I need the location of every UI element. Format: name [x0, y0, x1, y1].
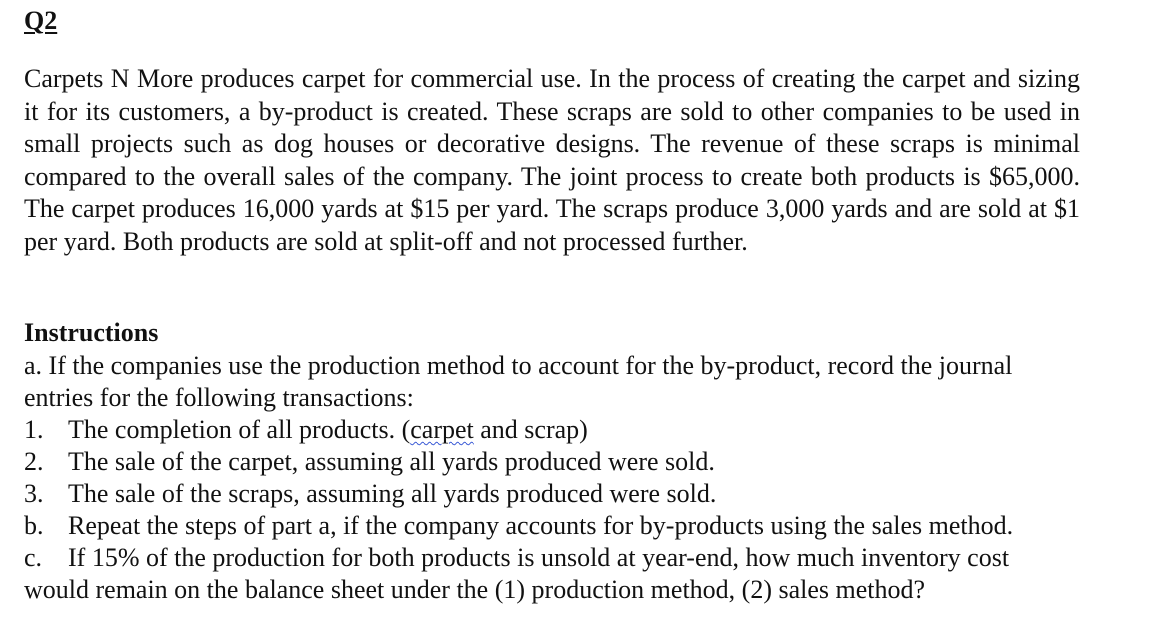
item-number: 2.	[24, 447, 44, 476]
item-letter: b.	[24, 511, 44, 540]
item-text: If 15% of the production for both products is unsold at year-end, how much inventory cost	[68, 543, 1010, 572]
item-text: The sale of the carpet, assuming all yards produced were sold.	[68, 447, 715, 476]
instruction-a-line-1: a. If the companies use the production method to account for the by-product, record the journal	[24, 351, 1013, 380]
instructions-heading: Instructions	[24, 318, 159, 347]
instruction-item-b	[24, 510, 1084, 542]
instruction-item-c	[24, 542, 1084, 574]
spellcheck-underlined-word: carpet	[410, 415, 474, 444]
instruction-c-line-2: would remain on the balance sheet under the (1) production method, (2) sales method?	[24, 575, 926, 604]
item-number: 1.	[24, 415, 44, 444]
instruction-item-3	[24, 478, 1084, 510]
item-text: Repeat the steps of part a, if the company accounts for by-products using the sales method.	[68, 511, 1014, 540]
instruction-item-2	[24, 446, 1084, 478]
item-letter: c.	[24, 543, 43, 572]
question-label: Q2	[24, 6, 58, 35]
instructions-body	[24, 350, 1084, 606]
question-paragraph: Carpets N More produces carpet for commercial use. In the process of creating the carpet and sizing it for its customers, a by-product is created. These scraps are sold to other companies to be used in small projects such as dog houses or decorative designs. The revenue of these scraps is minimal compared to the overall sales of the company. The joint process to create both products is $65,000. The carpet produces 16,000 yards at $15 per yard. The scraps produce 3,000 yards and are sold at $1 per yard. Both products are sold at split-off and not processed further.	[24, 64, 1080, 256]
item-number: 3.	[24, 479, 44, 508]
item-text: The sale of the scraps, assuming all yards produced were sold.	[68, 479, 717, 508]
instruction-a-line-2: entries for the following transactions:	[24, 383, 414, 412]
instruction-item-1	[24, 414, 1084, 446]
item-text-post: and scrap)	[473, 415, 588, 444]
item-text-pre: The completion of all products. (	[68, 415, 411, 444]
